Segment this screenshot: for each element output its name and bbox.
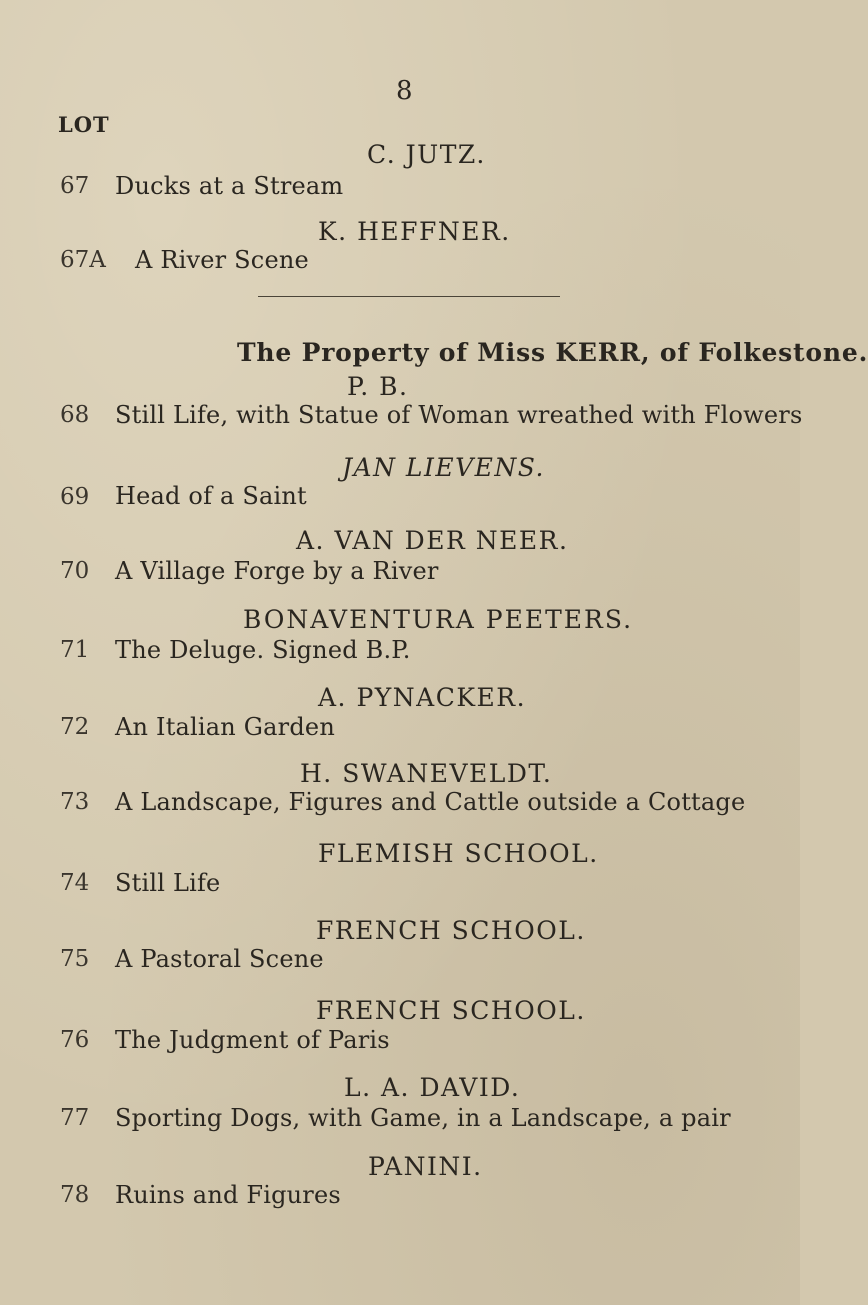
page-number: 8 xyxy=(396,76,413,106)
lot-title: Sporting Dogs, with Game, in a Landscape, a pair xyxy=(115,1104,731,1132)
lot-number: 78 xyxy=(60,1182,90,1208)
lot-number: 69 xyxy=(60,484,90,510)
artist-name: A. VAN DER NEER. xyxy=(296,526,569,555)
lot-title: Head of a Saint xyxy=(115,482,307,510)
artist-name: P. B. xyxy=(347,372,409,401)
lot-number: 72 xyxy=(60,714,90,740)
lot-number: 67 xyxy=(60,173,90,199)
lot-title: An Italian Garden xyxy=(115,713,335,741)
artist-name: C. JUTZ. xyxy=(367,140,486,169)
artist-name: PANINI. xyxy=(368,1152,483,1181)
lot-number: 70 xyxy=(60,558,90,584)
lot-title: The Deluge. Signed B.P. xyxy=(115,636,411,664)
artist-name: A. PYNACKER. xyxy=(318,683,527,712)
lot-number: 68 xyxy=(60,402,90,428)
lot-title: A Landscape, Figures and Cattle outside a Cottage xyxy=(115,788,746,816)
lot-number: 75 xyxy=(60,946,90,972)
artist-name: JAN LIEVENS. xyxy=(342,453,545,482)
artist-name: K. HEFFNER. xyxy=(318,217,511,246)
lot-title: A River Scene xyxy=(135,246,309,274)
lot-title: Still Life xyxy=(115,869,221,897)
artist-name: FRENCH SCHOOL. xyxy=(316,916,586,945)
lot-title: Ruins and Figures xyxy=(115,1181,341,1209)
section-divider xyxy=(258,296,560,297)
artist-name: BONAVENTURA PEETERS. xyxy=(243,605,634,634)
lot-number: 71 xyxy=(60,637,90,663)
section-heading: The Property of Miss KERR, of Folkestone. xyxy=(237,338,868,367)
lot-title: The Judgment of Paris xyxy=(115,1026,390,1054)
lot-number: 67A xyxy=(60,247,106,273)
artist-name: H. SWANEVELDT. xyxy=(300,759,553,788)
lot-number: 77 xyxy=(60,1105,90,1131)
lot-number: 76 xyxy=(60,1027,90,1053)
lot-title: A Pastoral Scene xyxy=(115,945,324,973)
lot-number: 73 xyxy=(60,789,90,815)
artist-name: L. A. DAVID. xyxy=(344,1073,521,1102)
lot-number: 74 xyxy=(60,870,90,896)
artist-name: FLEMISH SCHOOL. xyxy=(318,839,599,868)
lot-title: Still Life, with Statue of Woman wreathed with Flowers xyxy=(115,401,803,429)
lot-column-header: LOT xyxy=(58,112,110,137)
lot-title: Ducks at a Stream xyxy=(115,172,344,200)
artist-name: FRENCH SCHOOL. xyxy=(316,996,586,1025)
lot-title: A Village Forge by a River xyxy=(115,557,439,585)
